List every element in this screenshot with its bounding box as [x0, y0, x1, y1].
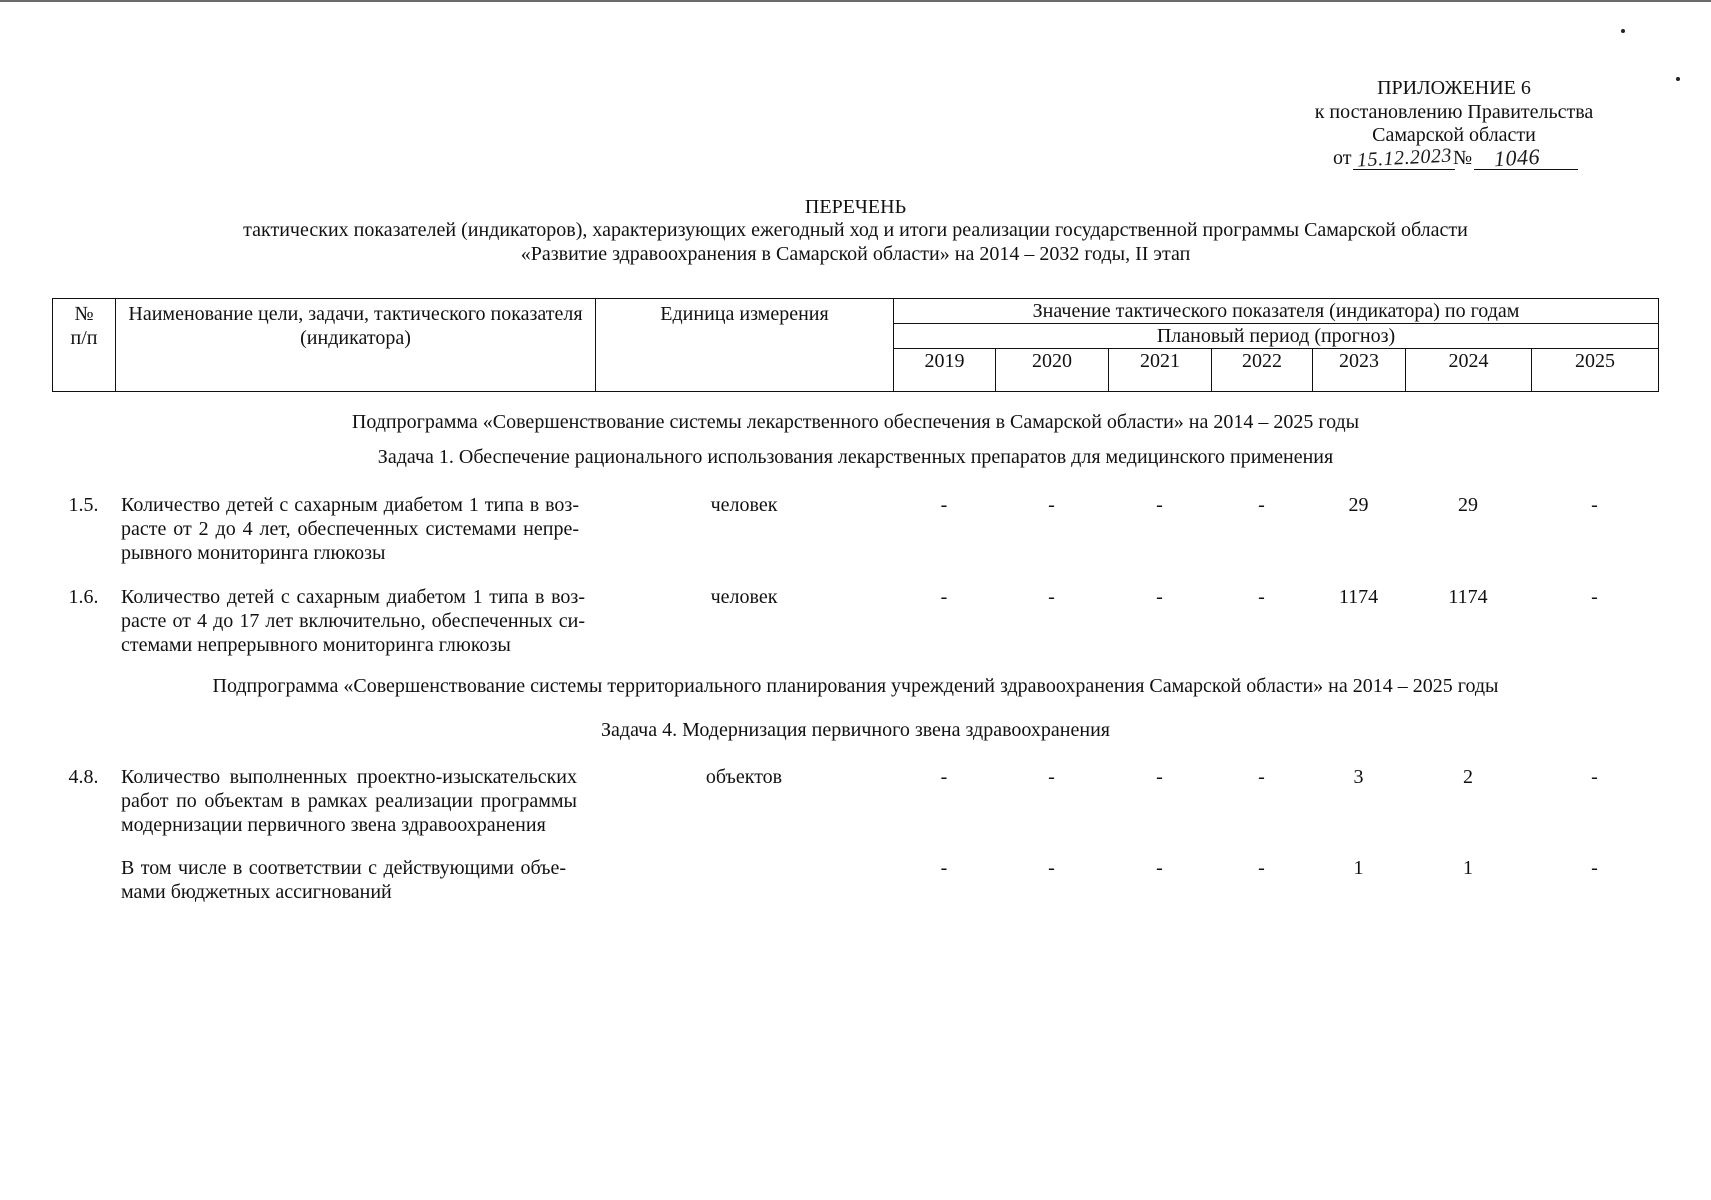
header-year-2025: 2025	[1532, 349, 1659, 392]
value-2024: 2	[1463, 766, 1473, 788]
value-2021: -	[1156, 494, 1163, 516]
header-values-group: Значение тактического показателя (индикатора) по годам	[894, 299, 1659, 324]
header-number-cell	[53, 299, 116, 392]
scan-edge-line	[0, 0, 1711, 2]
indicator-subrow	[0, 856, 1711, 928]
indicator-name-line: модернизации первичного звена здравоохранения	[121, 814, 546, 836]
value-2020: -	[1048, 586, 1055, 608]
document-subtitle-line-1: тактических показателей (индикаторов), характеризующих ежегодный ход и итоги реализации государственной программы Самарской области	[243, 219, 1468, 241]
indicator-row	[0, 493, 1711, 565]
document-title: ПЕРЕЧЕНЬ	[804, 196, 907, 218]
header-unit-cell	[596, 299, 894, 392]
indicator-name-line: мами бюджетных ассигнований	[121, 881, 392, 903]
header-planned-period: Плановый период (прогноз)	[894, 324, 1659, 349]
header-name-label: Наименование цели, задачи, тактического показателя	[128, 303, 583, 325]
appendix-number-field	[1474, 143, 1578, 172]
appendix-region-line: Самарской области	[1372, 124, 1536, 146]
header-year-2021: 2021	[1109, 349, 1212, 392]
header-year-2023: 2023	[1313, 349, 1406, 392]
appendix-resolution-line: к постановлению Правительства	[1314, 101, 1594, 123]
indicator-name-line: работ по объектам в рамках реализации программы	[121, 790, 577, 812]
indicator-name	[121, 493, 579, 565]
value-2022: -	[1258, 494, 1265, 516]
row-number: 4.8.	[68, 766, 99, 788]
value-2022: -	[1258, 857, 1265, 879]
value-2023: 3	[1353, 766, 1364, 788]
value-2024: 29	[1458, 494, 1478, 516]
indicator-row	[0, 765, 1711, 837]
indicator-name-line: расте от 4 до 17 лет включительно, обеспеченных си-	[121, 610, 585, 632]
value-2025: -	[1591, 857, 1598, 879]
header-year-2022: 2022	[1212, 349, 1313, 392]
indicator-name-line: стемами непрерывного мониторинга глюкозы	[121, 634, 511, 656]
header-year-2020: 2020	[996, 349, 1109, 392]
indicator-name	[121, 765, 577, 837]
indicator-name-line: расте от 2 до 4 лет, обеспеченных системами непре-	[121, 518, 579, 540]
appendix-number-handwritten: 1046	[1493, 143, 1541, 172]
value-2025: -	[1591, 586, 1598, 608]
value-2021: -	[1156, 586, 1163, 608]
scan-speck	[1621, 29, 1625, 33]
table-header	[52, 298, 1659, 392]
header-year-2024: 2024	[1406, 349, 1532, 392]
indicator-name-line: Количество детей с сахарным диабетом 1 типа в воз-	[121, 586, 585, 608]
row-number: 1.5.	[68, 494, 99, 516]
value-2021: -	[1156, 766, 1163, 788]
appendix-title: ПРИЛОЖЕНИЕ 6	[1377, 77, 1531, 99]
indicator-name-line: В том числе в соответствии с действующими объе-	[121, 857, 566, 879]
value-2021: -	[1156, 857, 1163, 879]
value-2020: -	[1048, 494, 1055, 516]
value-2025: -	[1591, 494, 1598, 516]
document-subtitle-line-2: «Развитие здравоохранения в Самарской области» на 2014 – 2032 годы, II этап	[520, 243, 1191, 265]
header-number-label: №	[74, 303, 94, 325]
header-number-sublabel: п/п	[70, 327, 98, 349]
value-2023: 1174	[1338, 586, 1379, 608]
value-2025: -	[1591, 766, 1598, 788]
subprogram-title: Подпрограмма «Совершенствование системы территориального планирования учреждений здравоохранения Самарской области» на 2014 – 2025 годы	[212, 675, 1499, 697]
header-year-2019: 2019	[894, 349, 996, 392]
appendix-date-field	[1353, 146, 1455, 170]
value-2019: -	[940, 857, 948, 879]
value-2020: -	[1048, 857, 1055, 879]
value-2022: -	[1258, 586, 1265, 608]
value-2019: -	[940, 494, 948, 516]
indicator-name	[121, 856, 566, 904]
header-unit-label: Единица измерения	[660, 303, 829, 325]
unit-of-measure: объектов	[705, 766, 783, 788]
unit-of-measure: человек	[710, 494, 778, 516]
value-2023: 1	[1353, 857, 1364, 879]
value-2020: -	[1048, 766, 1055, 788]
value-2024: 1	[1463, 857, 1473, 879]
value-2022: -	[1258, 766, 1265, 788]
indicator-name	[121, 585, 585, 657]
task-title: Задача 1. Обеспечение рационального использования лекарственных препаратов для медицинского применения	[377, 446, 1334, 468]
unit-of-measure: человек	[710, 586, 778, 608]
indicator-name-line: Количество детей с сахарным диабетом 1 типа в воз-	[121, 494, 579, 516]
appendix-date-prefix: от	[1333, 147, 1352, 169]
value-2023: 29	[1348, 494, 1369, 516]
appendix-date-handwritten: 15.12.2023	[1355, 144, 1453, 172]
value-2024: 1174	[1448, 586, 1488, 608]
value-2019: -	[940, 586, 948, 608]
indicator-row	[0, 585, 1711, 657]
row-number: 1.6.	[68, 586, 99, 608]
header-name-cell	[116, 299, 596, 392]
header-name-sublabel: (индикатора)	[300, 327, 411, 349]
appendix-number-prefix: №	[1453, 147, 1473, 169]
indicator-name-line: рывного мониторинга глюкозы	[121, 542, 386, 564]
subprogram-title: Подпрограмма «Совершенствование системы лекарственного обеспечения в Самарской области» на 2014 – 2025 годы	[351, 411, 1360, 433]
value-2019: -	[940, 766, 948, 788]
task-title: Задача 4. Модернизация первичного звена здравоохранения	[601, 719, 1110, 741]
scan-speck	[1676, 77, 1680, 81]
indicator-name-line: Количество выполненных проектно-изыскательских	[121, 766, 577, 788]
